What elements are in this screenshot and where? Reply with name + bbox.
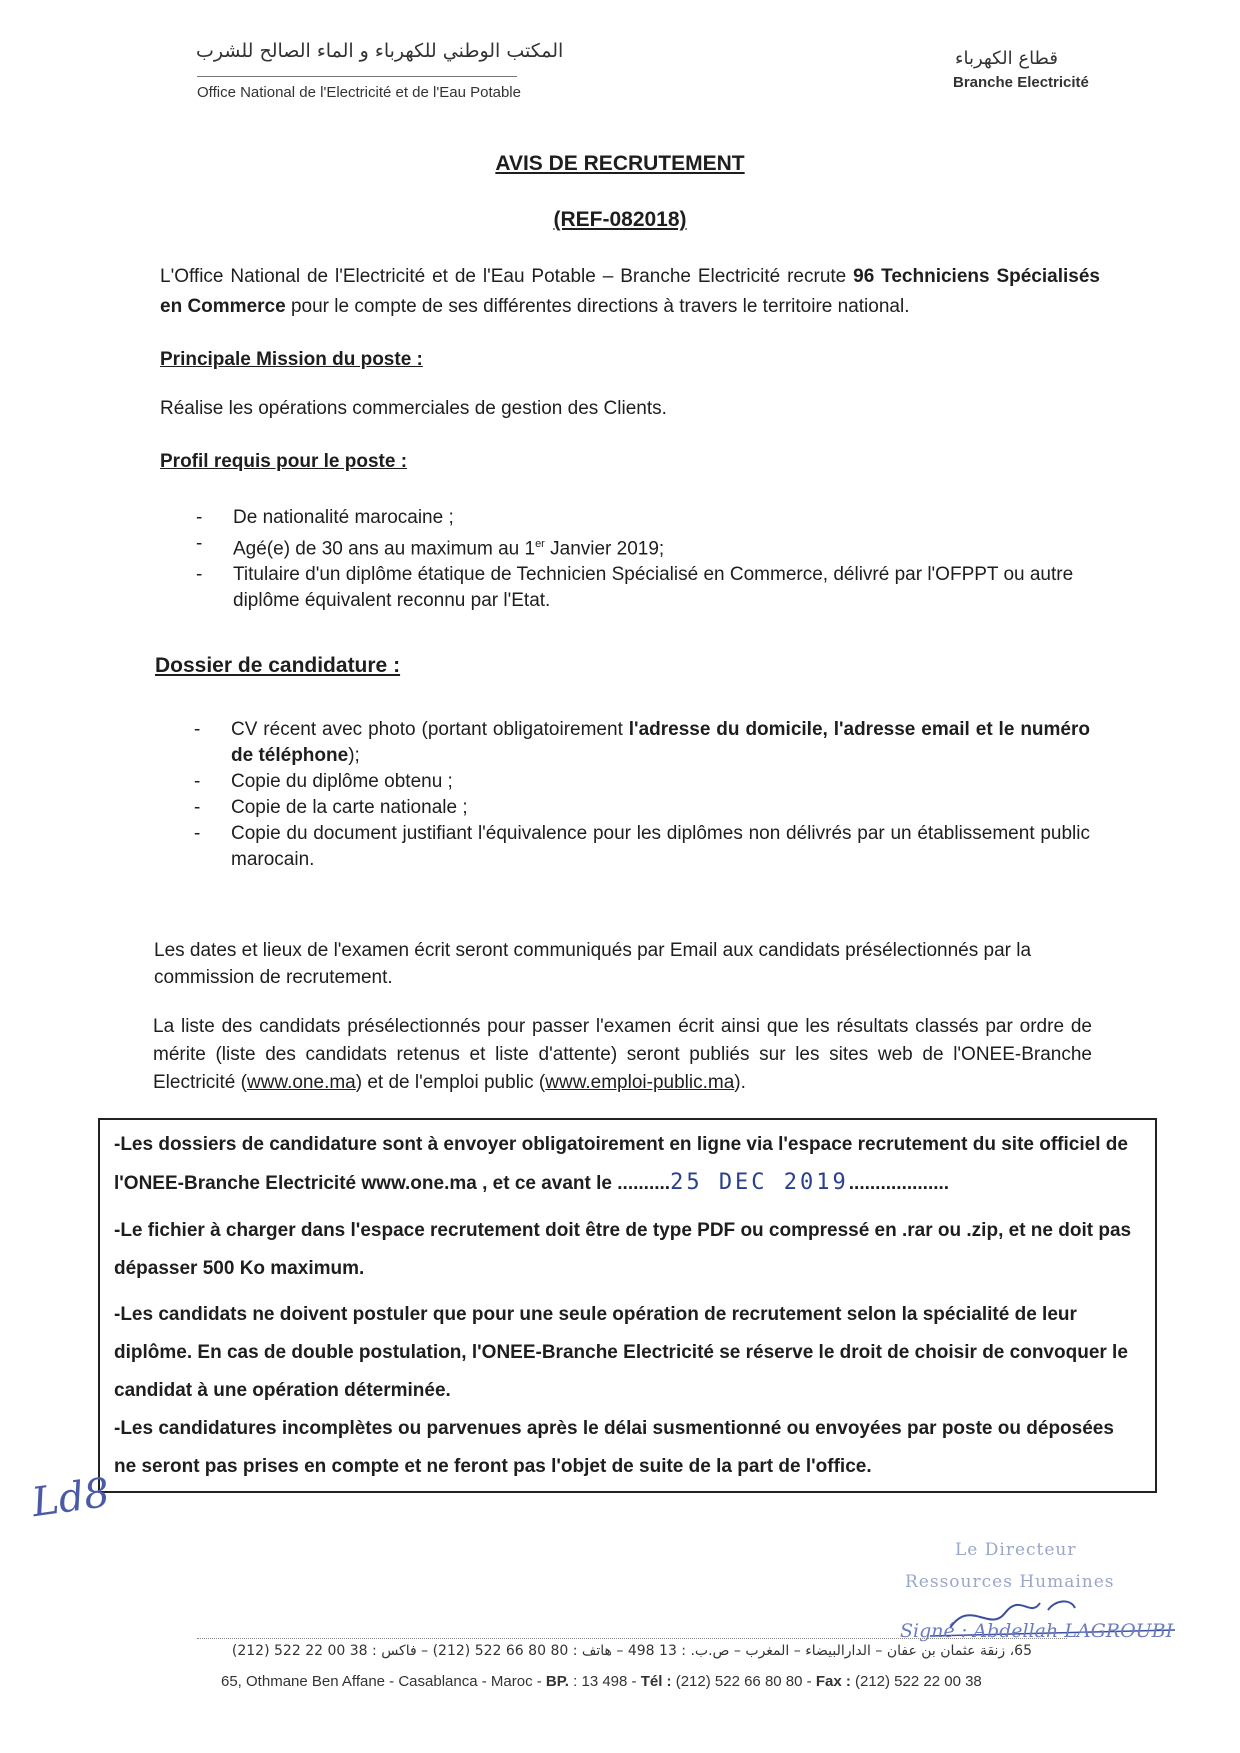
branch-name-french: Branche Electricité bbox=[953, 74, 1089, 91]
results-text: La liste des candidats présélectionnés pour passer l'examen écrit ainsi que les résultats classés par ordre de mérite (liste des candidats retenus et liste d'attente) seront publiés sur les sites web de l'ONEE-Branche Electricité ( bbox=[153, 1016, 1092, 1093]
profile-heading: Profil requis pour le poste : bbox=[160, 451, 408, 472]
intro-position: 96 Techniciens Spécialisés en Commerce bbox=[160, 266, 1100, 317]
dots: ................... bbox=[848, 1173, 950, 1194]
bp-label: BP. bbox=[545, 1673, 569, 1690]
tel-value: (212) 522 66 80 80 - bbox=[671, 1673, 816, 1690]
fax-value: (212) 522 22 00 38 bbox=[850, 1673, 982, 1690]
link-one-ma[interactable]: www.one.ma bbox=[246, 1072, 356, 1093]
org-name-french: Office National de l'Electricité et de l'Eau Potable bbox=[197, 84, 521, 101]
list-item: - Copie de la carte nationale ; bbox=[194, 795, 1090, 821]
handwritten-initials: Ld8 bbox=[29, 1469, 113, 1527]
notice-deadline-text: -Les dossiers de candidature sont à envoyer obligatoirement en ligne via l'espace recrutement du site officiel de l'ONEE-Branche Electricité www.one.ma , et ce avant le bbox=[114, 1134, 1128, 1194]
bp-value: : 13 498 - bbox=[568, 1673, 641, 1690]
link-emploi-public[interactable]: www.emploi-public.ma bbox=[545, 1072, 735, 1093]
notice-deadline bbox=[114, 1126, 1141, 1203]
page-title: AVIS DE RECRUTEMENT bbox=[495, 152, 745, 175]
branch-name-arabic: قطاع الكهرباء bbox=[955, 48, 1058, 69]
list-item: - Copie du diplôme obtenu ; bbox=[194, 769, 1090, 795]
signatory-name: Signé : Abdellah LAGROUBI bbox=[900, 1620, 1174, 1642]
director-title: Le Directeur bbox=[955, 1540, 1077, 1560]
cv-text-end: ); bbox=[348, 745, 360, 766]
header-divider bbox=[197, 76, 517, 77]
fax-label: Fax : bbox=[815, 1673, 851, 1690]
notice-incomplete: -Les candidatures incomplètes ou parvenues après le délai susmentionné ou envoyées par poste ou déposées ne seront pas prises en compte et ne feront pas l'objet de suite de la part de l'office. bbox=[114, 1418, 1114, 1477]
notice-single-application: -Les candidats ne doivent postuler que pour une seule opération de recrutement selon la spécialité de leur diplôme. En cas de double postulation, l'ONEE-Branche Electricité se réserve le droit de choisir de convoquer le candidat à une opération déterminée. bbox=[114, 1304, 1128, 1401]
mission-heading: Principale Mission du poste : bbox=[160, 349, 423, 370]
cv-text: CV récent avec photo (portant obligatoirement bbox=[231, 719, 629, 740]
footer-street: 65, Othmane Ben Affane - Casablanca - Maroc - bbox=[221, 1673, 546, 1690]
org-name-arabic: المكتب الوطني للكهرباء و الماء الصالح للشرب bbox=[196, 40, 564, 62]
age-text: Agé(e) de 30 ans au maximum au 1 bbox=[233, 538, 536, 560]
results-text-end: ). bbox=[734, 1072, 746, 1093]
footer-divider bbox=[197, 1638, 1067, 1639]
age-text-end: Janvier 2019; bbox=[544, 538, 665, 560]
results-text-mid: ) et de l'emploi public ( bbox=[355, 1072, 546, 1093]
intro-text-2: pour le compte de ses différentes directions à travers le territoire national. bbox=[285, 296, 910, 317]
list-item: - De nationalité marocaine ; bbox=[196, 505, 1096, 531]
dossier-heading: Dossier de candidature : bbox=[155, 654, 401, 677]
ordinal-sup: er bbox=[535, 538, 545, 550]
reference-code: (REF-082018) bbox=[553, 208, 687, 231]
list-item bbox=[196, 531, 1096, 562]
intro-paragraph bbox=[160, 262, 1100, 322]
results-paragraph bbox=[153, 1013, 1092, 1097]
mission-text: Réalise les opérations commerciales de gestion des Clients. bbox=[160, 398, 667, 419]
list-item bbox=[194, 717, 1090, 769]
dossier-list bbox=[194, 717, 1090, 873]
intro-text-1: L'Office National de l'Electricité et de l'Eau Potable – Branche Electricité recrute bbox=[160, 266, 854, 287]
list-item: - Titulaire d'un diplôme étatique de Technicien Spécialisé en Commerce, délivré par l'OFPPT ou autre diplôme équivalent reconnu par l'Etat. bbox=[196, 562, 1096, 614]
profile-list bbox=[196, 505, 1096, 614]
important-notice-box bbox=[98, 1118, 1157, 1493]
deadline-date-stamp: 25 DEC 2019 bbox=[670, 1170, 849, 1195]
list-item: - Copie du document justifiant l'équivalence pour les diplômes non délivrés par un établissement public marocain. bbox=[194, 821, 1090, 873]
footer-address-arabic: 65، زنقة عثمان بن عفان – الدارالبيضاء – المغرب – ص.ب. : 13 498 – هاتف : 80 80 66 522 (212) – فاكس : 38 00 22 522 (212) bbox=[231, 1643, 1032, 1659]
tel-label: Tél : bbox=[640, 1673, 672, 1690]
notice-file-format: -Le fichier à charger dans l'espace recrutement doit être de type PDF ou compressé en .rar ou .zip, et ne doit pas dépasser 500 Ko maximum. bbox=[114, 1220, 1132, 1279]
department-title: Ressources Humaines bbox=[905, 1572, 1115, 1592]
exam-info-paragraph: Les dates et lieux de l'examen écrit seront communiqués par Email aux candidats présélectionnés par la commission de recrutement. bbox=[154, 940, 1032, 988]
dots: .......... bbox=[617, 1173, 671, 1194]
cv-required-info: l'adresse du domicile, l'adresse email et le numéro de téléphone bbox=[231, 719, 1090, 766]
footer-address-french bbox=[221, 1673, 982, 1690]
